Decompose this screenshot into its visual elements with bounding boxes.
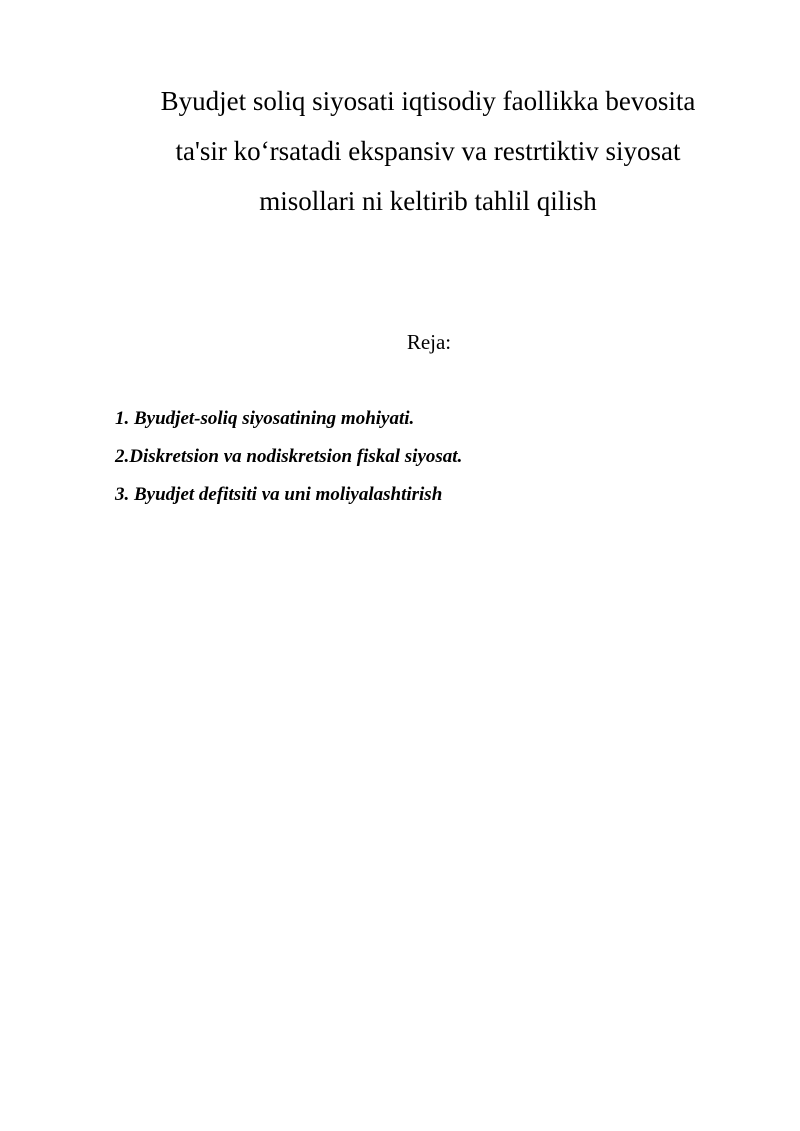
plan-list — [115, 400, 462, 514]
plan-item-3: 3. Byudjet defitsiti va uni moliyalashtirish — [115, 484, 443, 505]
plan-item-1: 1. Byudjet-soliq siyosatining mohiyati. — [115, 408, 415, 429]
title-line-1: Byudjet soliq siyosati iqtisodiy faollikka bevosita — [160, 86, 696, 116]
title-line-3: misollari ni keltirib tahlil qilish — [259, 186, 597, 216]
title-line-2: ta'sir ko‘rsatadi ekspansiv va restrtiktiv siyosat — [175, 136, 681, 166]
plan-item-2: 2.Diskretsion va nodiskretsion fiskal siyosat. — [115, 446, 463, 467]
plan-heading: Reja: — [406, 330, 452, 354]
document-title — [100, 76, 756, 226]
